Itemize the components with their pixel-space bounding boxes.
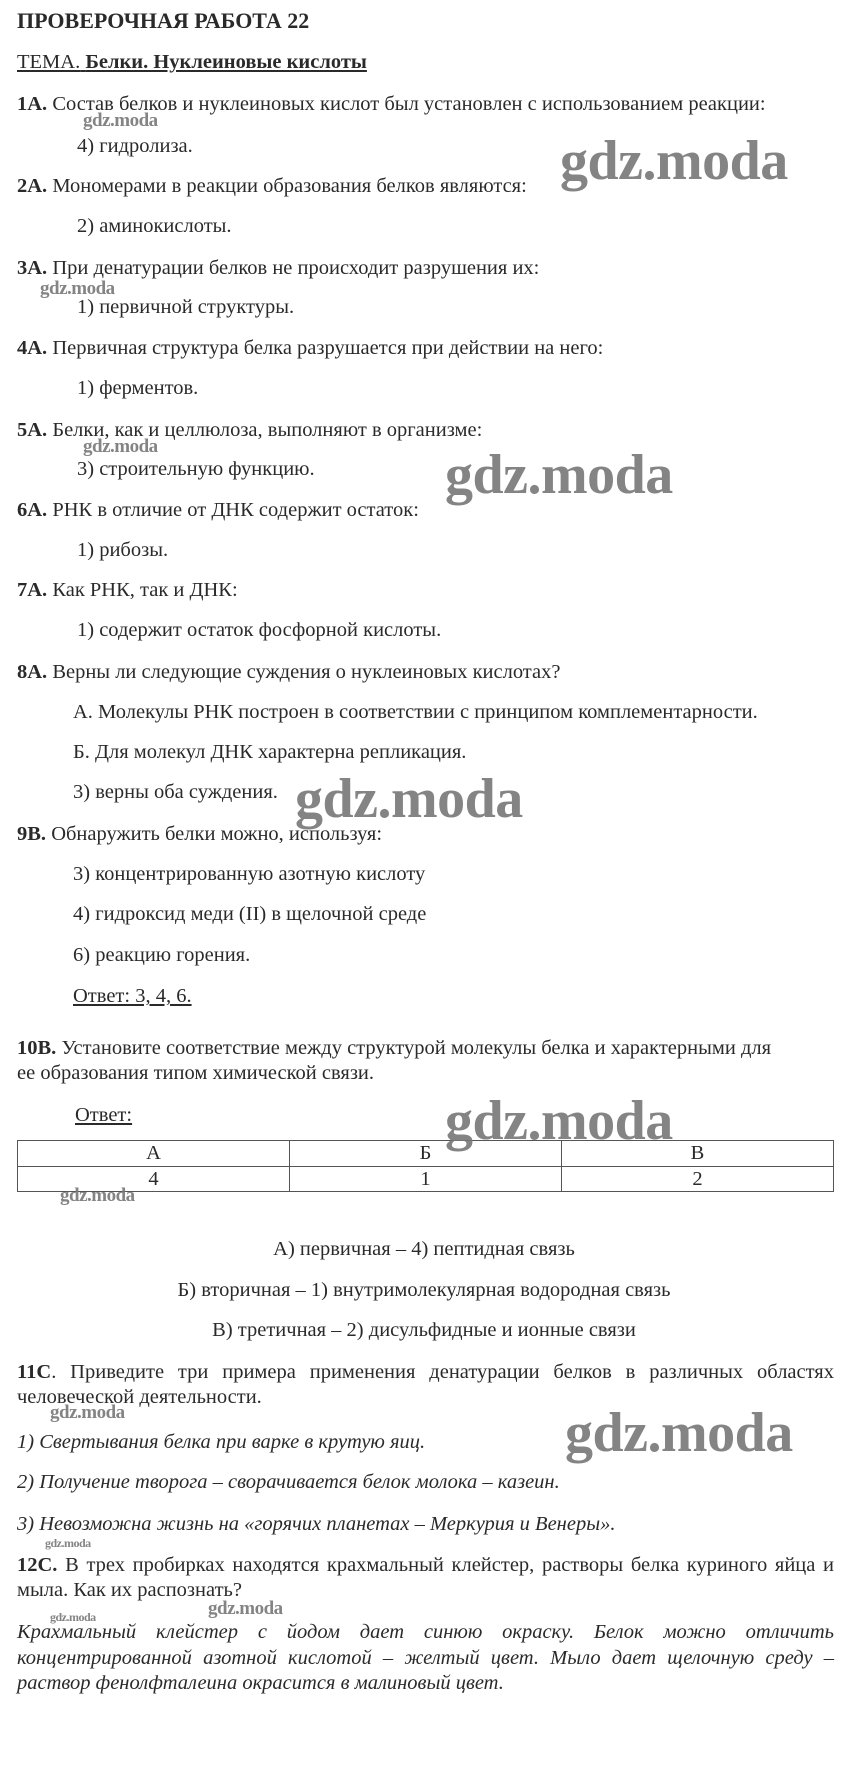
question-10 [17,1036,771,1061]
watermark: gdz.moda [208,1598,283,1619]
question-text: Мономерами в реакции образования белков являются: [52,175,527,197]
watermark: gdz.moda [565,1402,793,1464]
option-4: 4) гидроксид меди (II) в щелочной среде [73,903,427,925]
watermark: gdz.moda [40,278,115,299]
watermark: gdz.moda [45,1536,91,1550]
table-cell: 1 [290,1166,562,1192]
question-text: Как РНК, так и ДНК: [52,579,238,601]
question-number: 8А. [17,661,48,683]
table-cell: В [562,1141,834,1167]
watermark: gdz.moda [83,436,158,457]
question-10-cont: ее образования типом химической связи. [17,1062,375,1084]
explanation-c: В) третичная – 2) дисульфидные и ионные связи [212,1319,636,1341]
question-number: 10В. [17,1037,57,1059]
answer-1: 4) гидролиза. [77,135,193,157]
answer-label: Ответ: [75,1104,133,1126]
question-2 [17,174,527,199]
question-text: В трех пробирках находятся крахмальный клейстер, растворы белка куриного яйца и мыла. Как их распознать? [17,1554,834,1601]
explanation-b: Б) вторичная – 1) внутримолекулярная водородная связь [177,1279,671,1301]
answer-table [17,1140,834,1192]
topic-label: ТЕМА. [17,51,81,73]
watermark: gdz.moda [60,1185,135,1206]
question-number: 11С [17,1361,52,1383]
question-number: 1А. [17,93,48,115]
question-text: Обнаружить белки можно, используя: [51,823,383,845]
answer-11-3: 3) Невозможна жизнь на «горячих планетах – Меркурия и Венеры». [17,1513,616,1535]
question-text: При денатурации белков не происходит разрушения их: [52,257,540,279]
question-8 [17,660,560,685]
question-text: РНК в отличие от ДНК содержит остаток: [52,499,419,521]
table-cell: 2 [562,1166,834,1192]
table-cell: А [18,1141,290,1167]
watermark: gdz.moda [50,1610,96,1624]
table-cell: Б [290,1141,562,1167]
watermark: gdz.moda [50,1402,125,1423]
question-3 [17,256,539,281]
answer-4: 1) ферментов. [77,377,199,399]
question-number: 5А. [17,419,48,441]
question-number: 6А. [17,499,48,521]
option-6: 6) реакцию горения. [73,944,251,966]
answer-11-2: 2) Получение творога – сворачивается белок молока – казеин. [17,1471,560,1493]
question-number: 2А. [17,175,48,197]
question-text: Установите соответствие между структурой молекулы белка и характерными для [61,1037,772,1059]
page-title: ПРОВЕРОЧНАЯ РАБОТА 22 [17,8,310,33]
question-number: 4А. [17,337,48,359]
watermark: gdz.moda [295,768,523,830]
watermark: gdz.moda [560,130,788,192]
watermark: gdz.moda [83,110,158,131]
answer-3: 1) первичной структуры. [77,296,295,318]
watermark: gdz.moda [445,1090,673,1152]
topic-title: Белки. Нуклеиновые кислоты [85,51,367,73]
topic-line [17,50,367,75]
answer-2: 2) аминокислоты. [77,215,232,237]
answer-8: 3) верны оба суждения. [73,781,278,803]
answer-6: 1) рибозы. [77,539,169,561]
option-3: 3) концентрированную азотную кислоту [73,863,426,885]
question-number: 7А. [17,579,48,601]
answer-12: Крахмальный клейстер с йодом дает синюю окраску. Белок можно отличить концентрированной азотной кислотой – желтый цвет. Мыло дает щелочную среду – раствор фенолфталеина окрасится в малиновый цвет. [17,1621,834,1695]
question-number: 9В. [17,823,47,845]
question-number: 3А. [17,257,48,279]
explanation-a: А) первичная – 4) пептидная связь [273,1238,575,1260]
table-row [18,1166,834,1192]
question-12 [17,1553,834,1602]
question-4 [17,336,603,361]
question-text: Верны ли следующие суждения о нуклеиновых кислотах? [52,661,561,683]
statement-b: Б. Для молекул ДНК характерна репликация. [73,741,467,763]
question-6 [17,498,419,523]
watermark: gdz.moda [445,444,673,506]
question-7 [17,578,238,603]
question-number: 12С. [17,1554,58,1576]
question-text: Состав белков и нуклеиновых кислот был установлен с использованием реакции: [52,93,766,115]
statement-a: А. Молекулы РНК построен в соответствии с принципом комплементарности. [73,701,758,723]
table-cell: 4 [18,1166,290,1192]
question-text: . Приведите три примера применения денатурации белков в различных областях человеческой деятельности. [17,1361,834,1408]
question-text: Белки, как и целлюлоза, выполняют в организме: [52,419,483,441]
answer-9: Ответ: 3, 4, 6. [73,985,192,1007]
table-header-row [18,1141,834,1167]
answer-7: 1) содержит остаток фосфорной кислоты. [77,619,442,641]
question-text: Первичная структура белка разрушается при действии на него: [52,337,604,359]
answer-11-1: 1) Свертывания белка при варке в крутую яиц. [17,1431,426,1453]
answer-5: 3) строительную функцию. [77,458,315,480]
